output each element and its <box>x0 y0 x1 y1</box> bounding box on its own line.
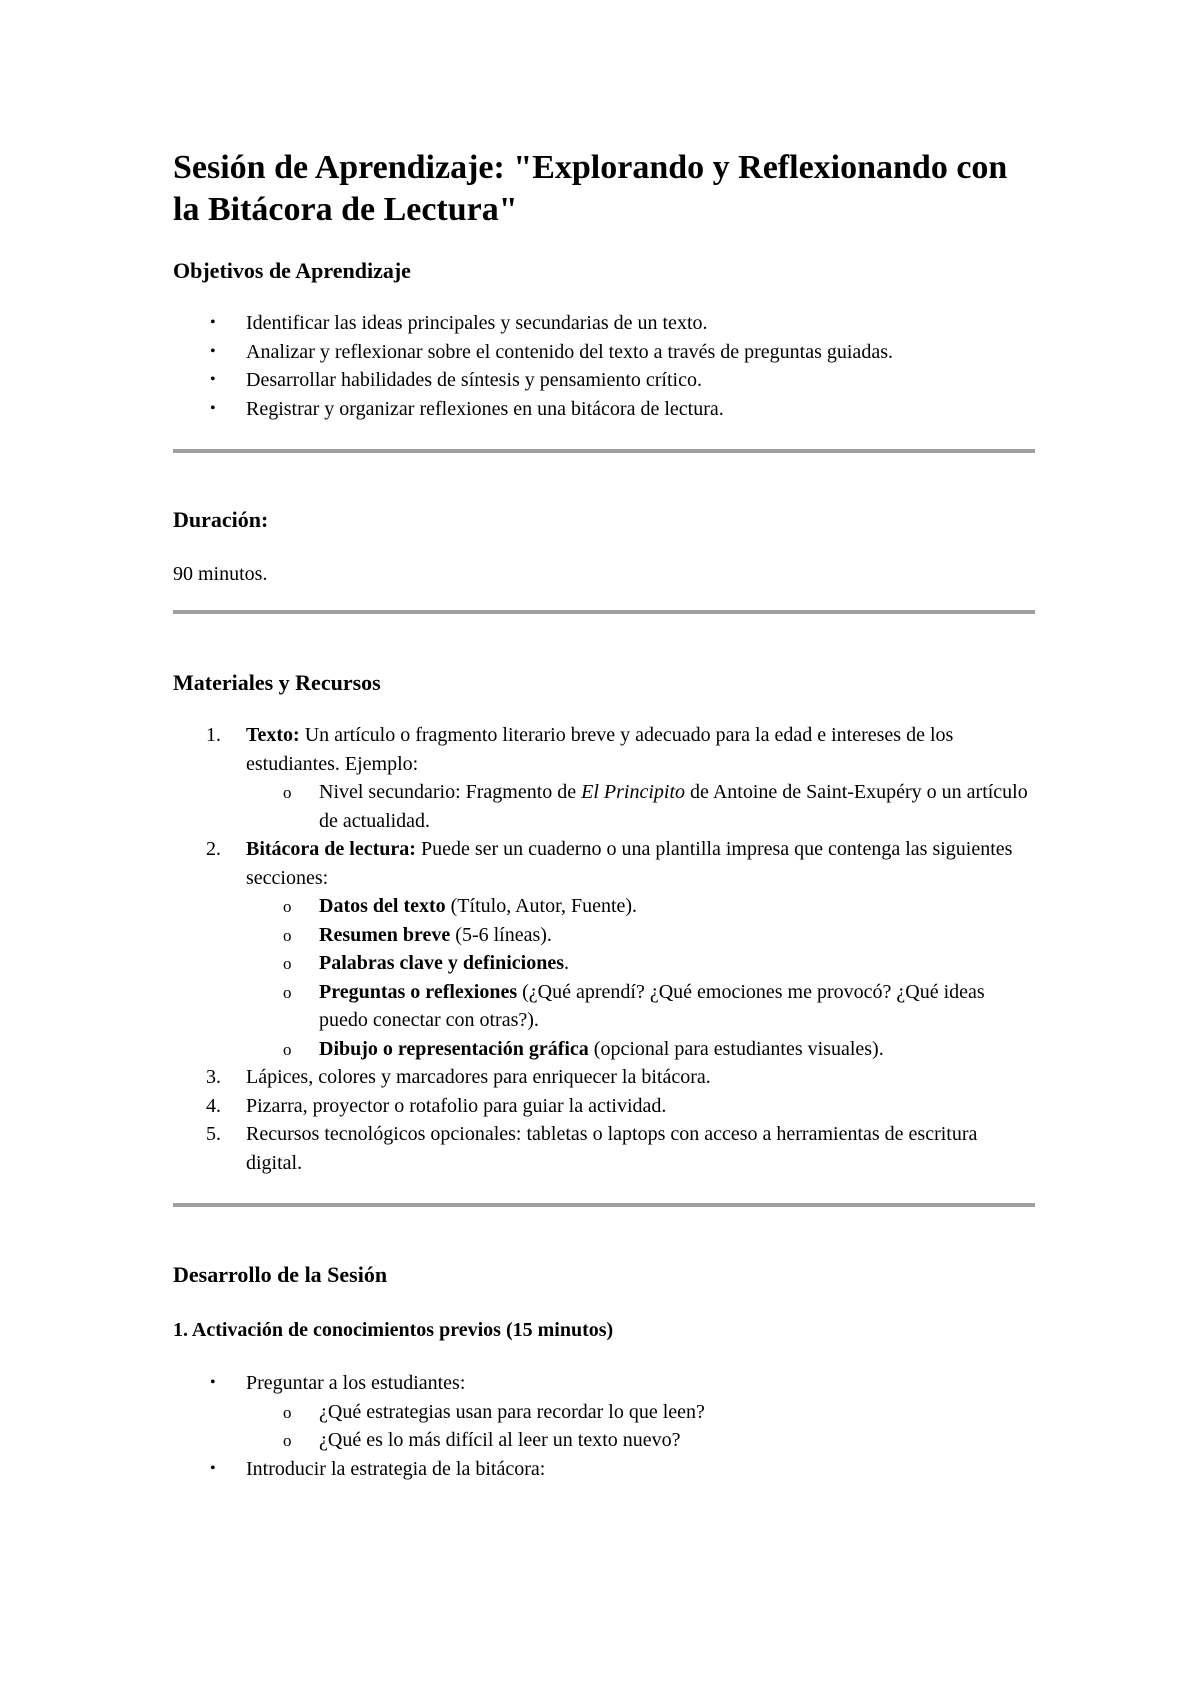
list-item: • Analizar y reflexionar sobre el contenido del texto a través de preguntas guiadas. <box>173 338 1035 367</box>
materiales-list <box>173 721 1035 1177</box>
list-item: • Preguntar a los estudiantes: o ¿Qué estrategias usan para recordar lo que leen? o ¿Qué es lo más difícil al leer un texto nuevo? <box>173 1369 1035 1455</box>
list-item: • Registrar y organizar reflexiones en una bitácora de lectura. <box>173 395 1035 424</box>
list-item: o Resumen breve (5-6 líneas). <box>246 921 1035 950</box>
list-number: 2. <box>206 838 221 860</box>
bullet-icon: • <box>210 1374 216 1391</box>
circle-bullet-icon: o <box>283 1039 292 1059</box>
bullet-icon: • <box>210 314 216 331</box>
materiales-heading: Materiales y Recursos <box>173 670 381 695</box>
list-item: 5. Recursos tecnológicos opcionales: tabletas o laptops con acceso a herramientas de escritura digital. <box>173 1120 1035 1177</box>
bullet-icon: • <box>210 399 216 417</box>
sub-list <box>246 1398 1035 1455</box>
step1-heading: 1. Activación de conocimientos previos (15 minutos) <box>173 1319 614 1341</box>
list-item: o Palabras clave y definiciones. <box>246 949 1035 978</box>
list-item: o ¿Qué estrategias usan para recordar lo que leen? <box>246 1398 1035 1427</box>
list-item: 1. Texto: Un artículo o fragmento literario breve y adecuado para la edad e intereses de los estudiantes. Ejemplo: o Nivel secundario: Fragmento de El Principito de Antoine de Saint-Exupéry o un artículo de actualidad. <box>173 721 1035 835</box>
circle-bullet-icon: o <box>283 1431 292 1450</box>
bullet-icon: • <box>210 342 216 360</box>
circle-bullet-icon: o <box>283 954 292 973</box>
list-item: o Nivel secundario: Fragmento de El Principito de Antoine de Saint-Exupéry o un artículo de actualidad. <box>283 781 1028 832</box>
section-divider <box>173 449 1035 453</box>
list-number: 5. <box>206 1123 221 1145</box>
list-number: 1. <box>206 724 221 746</box>
bullet-icon: • <box>210 371 216 388</box>
sub-list <box>246 778 1035 835</box>
circle-bullet-icon: o <box>283 1402 292 1422</box>
list-item: 4. Pizarra, proyector o rotafolio para guiar la actividad. <box>173 1092 1035 1121</box>
list-number: 3. <box>206 1066 221 1088</box>
list-item: • Desarrollar habilidades de síntesis y pensamiento crítico. <box>173 366 1035 395</box>
list-item: o Dibujo o representación gráfica (opcional para estudiantes visuales). <box>246 1035 1035 1064</box>
document-title: Sesión de Aprendizaje: "Explorando y Reflexionando con la Bitácora de Lectura" <box>173 149 1008 228</box>
list-item: 2. Bitácora de lectura: Puede ser un cuaderno o una plantilla impresa que contenga las siguientes secciones: o Datos del texto (Título, Autor, Fuente). o Resumen breve (5-6 líneas). o Palabras clave y definiciones. o Preguntas o reflexiones (¿Qué aprendí? ¿Qué emociones me provocó? ¿Qué ideas puedo conectar con otras?). o Dibujo o representación gráfica (opcional para estudiantes visuales). <box>173 835 1035 1063</box>
objetivos-list <box>173 309 1035 423</box>
document-content <box>173 147 1035 1483</box>
list-item: • Introducir la estrategia de la bitácora: <box>173 1455 1035 1484</box>
bullet-icon: • <box>210 1459 216 1477</box>
circle-bullet-icon: o <box>283 783 292 802</box>
circle-bullet-icon: o <box>283 982 292 1002</box>
list-item: 3. Lápices, colores y marcadores para enriquecer la bitácora. <box>173 1063 1035 1092</box>
list-item: • Identificar las ideas principales y secundarias de un texto. <box>173 309 1035 338</box>
duracion-text: 90 minutos. <box>173 563 268 585</box>
list-item: o Preguntas o reflexiones (¿Qué aprendí? ¿Qué emociones me provocó? ¿Qué ideas puedo conectar con otras?). <box>283 980 985 1031</box>
step1-list <box>173 1369 1035 1483</box>
duracion-heading: Duración: <box>173 507 269 532</box>
section-divider <box>173 610 1035 614</box>
list-item: o ¿Qué es lo más difícil al leer un texto nuevo? <box>246 1426 1035 1455</box>
circle-bullet-icon: o <box>283 925 292 945</box>
sub-list <box>246 892 1035 1063</box>
section-divider <box>173 1203 1035 1207</box>
list-number: 4. <box>206 1094 221 1117</box>
objetivos-heading: Objetivos de Aprendizaje <box>173 258 411 283</box>
circle-bullet-icon: o <box>283 897 292 916</box>
list-item: o Datos del texto (Título, Autor, Fuente). <box>246 892 1035 921</box>
desarrollo-heading: Desarrollo de la Sesión <box>173 1262 388 1287</box>
